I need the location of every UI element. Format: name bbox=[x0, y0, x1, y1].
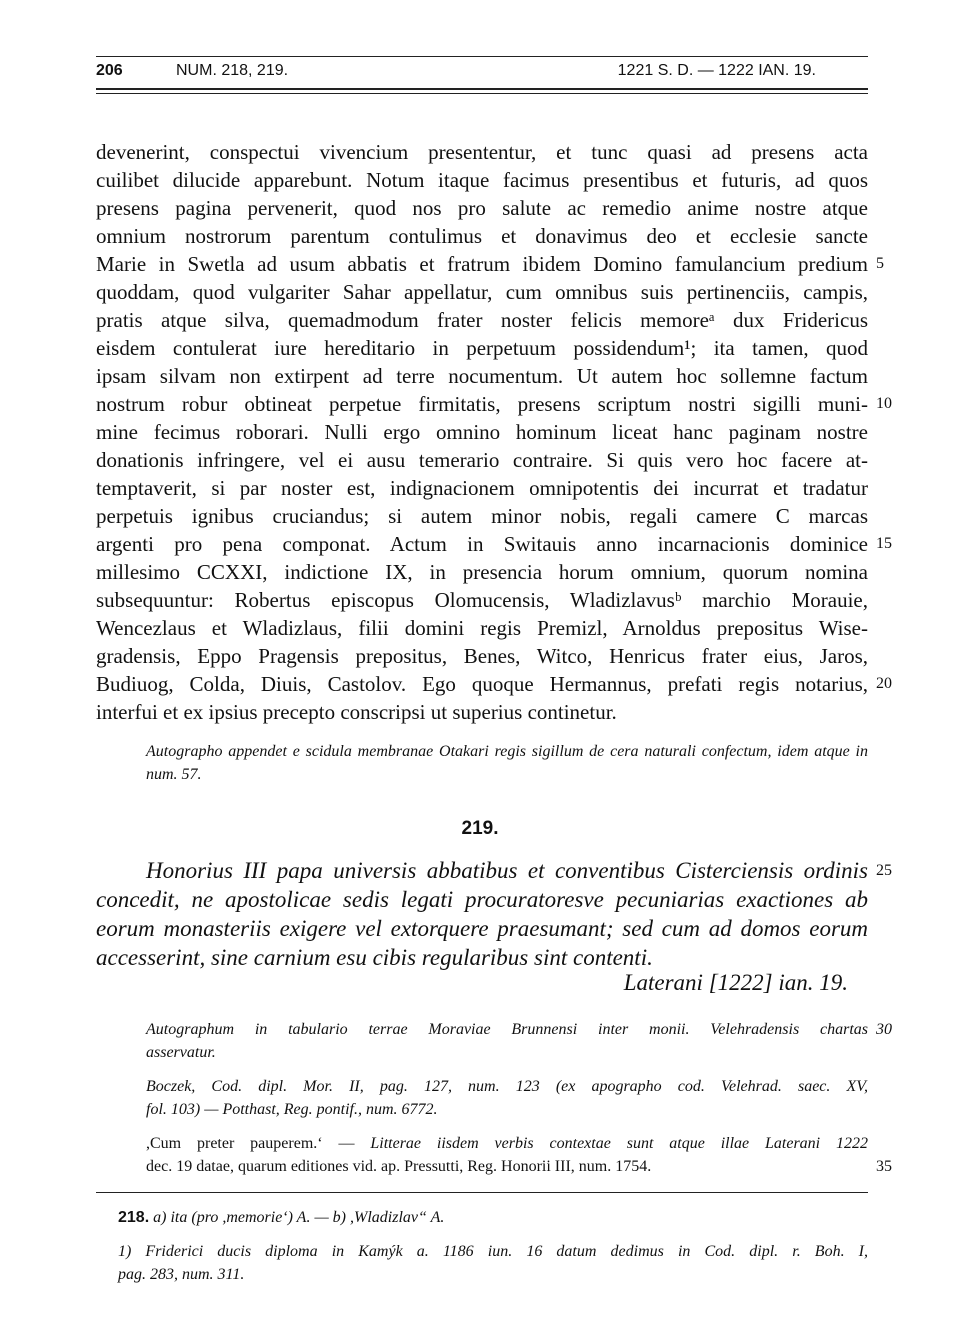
charter-line bbox=[96, 278, 868, 306]
charter-line bbox=[96, 642, 868, 670]
charter-line bbox=[96, 670, 892, 698]
line-text: ipsam silvam non extirpent ad terre nocumentum. Ut autem hoc sollemne factum bbox=[96, 364, 868, 388]
line-text: presens pagina pervenerit, quod nos pro salute ac remedio anime nostre atque bbox=[96, 196, 868, 220]
charter-line bbox=[96, 362, 868, 390]
line-text: pratis atque silva, quemadmodum frater noster felicis memoreᵃ dux Fridericus bbox=[96, 308, 868, 332]
charter-line bbox=[96, 558, 868, 586]
variant-footnote bbox=[118, 1206, 868, 1229]
regest-line bbox=[96, 914, 868, 943]
line-text: pag. 283, num. 311. bbox=[118, 1266, 245, 1283]
archival-line bbox=[146, 1018, 892, 1041]
line-text: Autographum in tabulario terrae Moraviae Brunnensi inter monii. Velehradensis chartas bbox=[146, 1021, 868, 1038]
line-text: millesimo CCXXI, indictione IX, in presencia horum omnium, quorum nomina bbox=[96, 560, 868, 584]
line-text: eisdem contulerat iure hereditario in perpetuum possidendum¹; ita tamen, quod bbox=[96, 336, 868, 360]
line-text: subsequuntur: Robertus episcopus Olomucensis, Wladizlavusᵇ marchio Morauie, bbox=[96, 588, 868, 612]
line-text: Honorius III papa universis abbatibus et conventibus Cisterciensis ordinis bbox=[146, 858, 868, 883]
line-text: asservatur. bbox=[146, 1044, 216, 1061]
header-line bbox=[96, 62, 868, 86]
document-number: 219. bbox=[461, 818, 499, 839]
charter-line bbox=[96, 250, 884, 278]
line-text: quoddam, quod vulgariter Sahar appellatur, cum omnibus suis pertinenciis, campis, bbox=[96, 280, 868, 304]
header-rule bbox=[96, 56, 868, 57]
regest bbox=[96, 856, 892, 972]
line-text: devenerint, conspectui vivencium presententur, et tunc quasi ad presens acta bbox=[96, 140, 868, 164]
line-text: Marie in Swetla ad usum abbatis et fratrum ibidem Domino famulancium predium bbox=[96, 252, 868, 276]
incipit-note bbox=[146, 1132, 892, 1178]
header-rule bbox=[96, 88, 868, 90]
line-text: argenti pro pena componat. Actum in Switauis anno incarnacionis dominice bbox=[96, 532, 868, 556]
line-text: temptaverit, si par noster est, indignacionem omnipotentis dei incurrat et tradatur bbox=[96, 476, 868, 500]
charter-line bbox=[96, 194, 868, 222]
line-number: 25 bbox=[876, 862, 892, 879]
document-numbers: NUM. 218, 219. bbox=[176, 62, 289, 79]
edition-line bbox=[146, 1098, 868, 1121]
charter-line bbox=[96, 166, 868, 194]
edition-line bbox=[146, 1075, 868, 1098]
charter-line bbox=[96, 614, 868, 642]
charter-line bbox=[96, 698, 868, 726]
line-text: donationis infringere, vel ei ausu temerario contraire. Si quis vero hoc facere at- bbox=[96, 448, 868, 472]
line-text: Litterae iisdem verbis contextae sunt atque illae Laterani 1222 bbox=[370, 1135, 869, 1152]
line-text: interfui et ex ipsius precepto conscripsi ut superius continetur. bbox=[96, 700, 617, 724]
line-text: 1) Friderici ducis diploma in Kamýk a. 1186 iun. 16 datum dedimus in Cod. dipl. r. Boh. I, bbox=[118, 1243, 868, 1260]
seal-note: Autographo appendet e scidula membranae Otakari regis sigillum de cera naturali confectum, idem atque in num. 57. bbox=[146, 743, 868, 783]
line-text: concedit, ne apostolicae sedis legati procuratoresve pecuniarias exactiones ab bbox=[96, 887, 868, 912]
archival-note bbox=[146, 1018, 892, 1064]
footnote-rule bbox=[96, 1192, 868, 1193]
place-date: Laterani [1222] ian. 19. bbox=[623, 970, 848, 995]
page-number: 206 bbox=[96, 62, 123, 79]
date-range: 1221 S. D. — 1222 IAN. 19. bbox=[617, 62, 816, 79]
line-text: Budiuog, Colda, Diuis, Castolov. Ego quoque Hermannus, prefati regis notarius, bbox=[96, 672, 868, 696]
charter-line bbox=[96, 474, 868, 502]
line-number: 15 bbox=[876, 535, 892, 552]
header-rule bbox=[96, 93, 868, 94]
line-text: dec. 19 datae, quarum editiones vid. ap. Pressutti, Reg. Honorii III, num. 1754. bbox=[146, 1158, 652, 1175]
charter-line bbox=[96, 586, 868, 614]
line-text: eorum monasteriis exigere vel extorquere praesumant; sed cum ad domos eorum bbox=[96, 916, 868, 941]
charter-text bbox=[96, 138, 892, 726]
footnote-line bbox=[118, 1240, 868, 1263]
line-text: Wencezlaus et Wladizlaus, filii domini regis Premizl, Arnoldus prepositus Wise- bbox=[96, 616, 868, 640]
footnote-line bbox=[118, 1263, 868, 1286]
line-text: cuilibet dilucide apparebunt. Notum itaque facimus presentibus et futuris, ad quos bbox=[96, 168, 868, 192]
line-text: perpetuis ignibus cruciandus; si autem minor nobis, regali camere C marcas bbox=[96, 504, 868, 528]
edition-note bbox=[146, 1075, 868, 1121]
line-text: Boczek, Cod. dipl. Mor. II, pag. 127, num. 123 (ex apographo cod. Velehrad. saec. XV, bbox=[146, 1078, 868, 1095]
regest-line bbox=[96, 885, 868, 914]
charter-line bbox=[96, 334, 868, 362]
line-number: 20 bbox=[876, 675, 892, 692]
incipit-lead: ,Cum preter pauperem.‘ — bbox=[146, 1135, 371, 1152]
line-text: fol. 103) — Potthast, Reg. pontif., num. 6772. bbox=[146, 1101, 438, 1118]
line-number: 30 bbox=[876, 1021, 892, 1038]
line-number: 10 bbox=[876, 395, 892, 412]
charter-line bbox=[96, 446, 868, 474]
regest-line bbox=[96, 856, 892, 885]
variant-text: a) ita (pro ,memorie‘) A. — b) ,Wladizlav“ A. bbox=[153, 1209, 445, 1226]
line-text: nostrum robur obtineat perpetue firmitatis, presens scriptum nostri sigilli muni- bbox=[96, 392, 868, 416]
charter-line bbox=[96, 390, 892, 418]
charter-line bbox=[96, 222, 868, 250]
charter-line bbox=[96, 530, 892, 558]
line-number: 35 bbox=[876, 1158, 892, 1175]
line-text: accesserint, sine carnium esu cibis regularibus sint contenti. bbox=[96, 945, 653, 970]
charter-line bbox=[96, 502, 868, 530]
charter-line bbox=[96, 418, 868, 446]
line-text: mine fecimus roborari. Nulli ergo omnino hominum liceat hanc paginam nostre bbox=[96, 420, 868, 444]
footnote-1 bbox=[118, 1240, 868, 1286]
line-text: gradensis, Eppo Pragensis prepositus, Benes, Witco, Henricus frater eius, Jaros, bbox=[96, 644, 868, 668]
charter-line bbox=[96, 138, 868, 166]
incipit-line bbox=[146, 1132, 868, 1155]
line-number: 5 bbox=[876, 255, 884, 272]
incipit-line bbox=[146, 1155, 892, 1178]
archival-line bbox=[146, 1041, 868, 1064]
line-text: omnium nostrorum parentum contulimus et donavimus deo et ecclesie sancte bbox=[96, 224, 868, 248]
regest-line bbox=[96, 943, 868, 972]
charter-line bbox=[96, 306, 868, 334]
variant-ref: 218. bbox=[118, 1209, 150, 1226]
